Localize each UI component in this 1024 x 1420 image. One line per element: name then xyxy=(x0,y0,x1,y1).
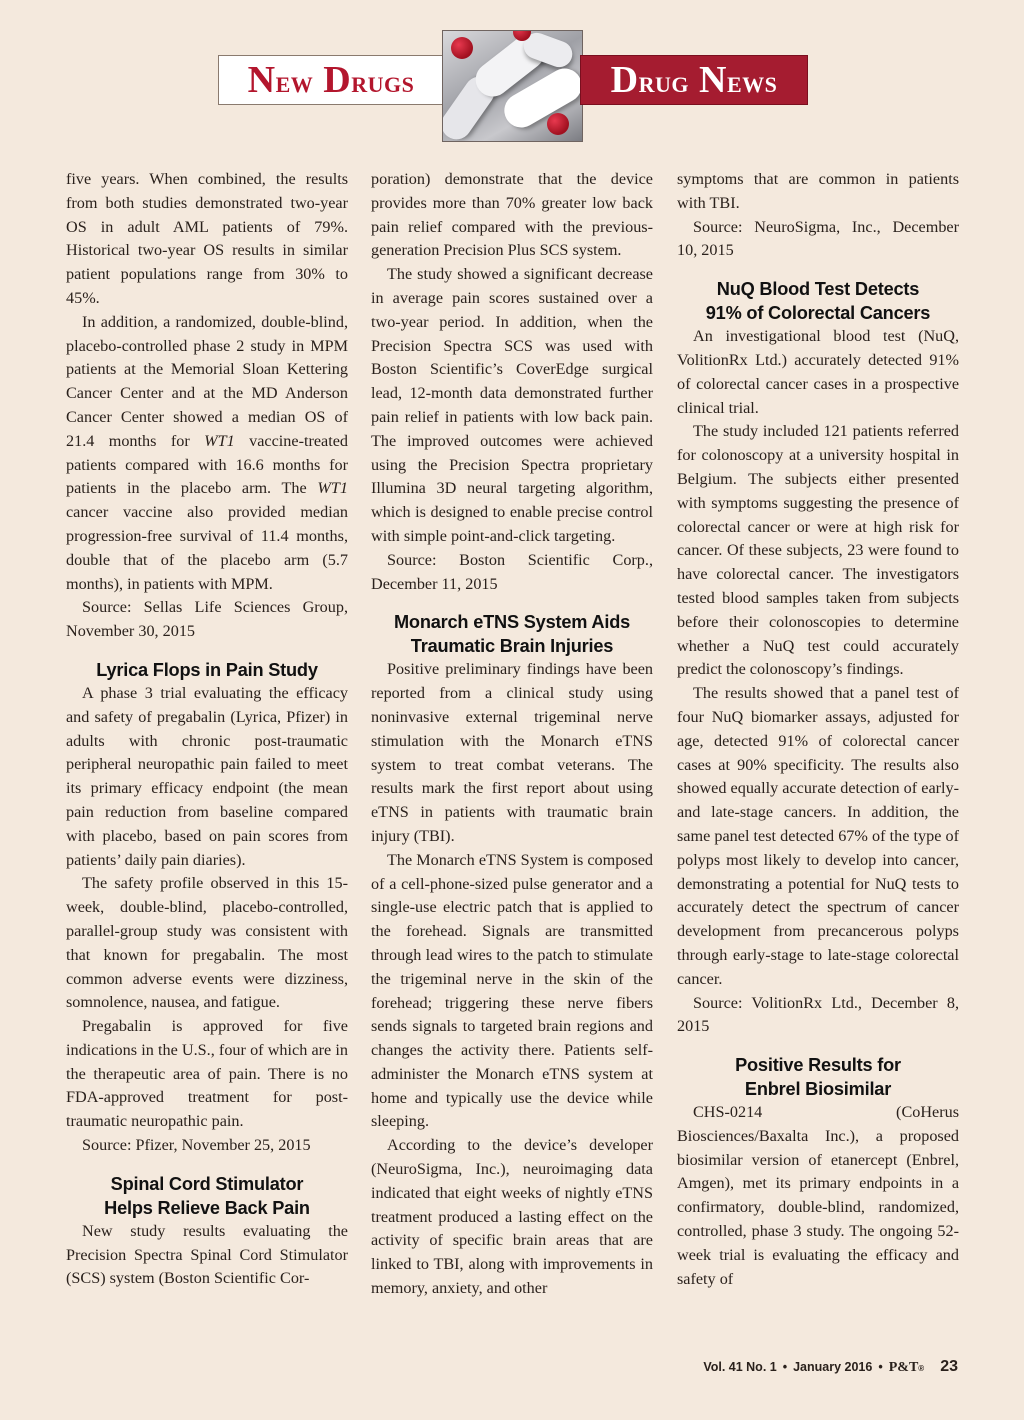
article-heading: Lyrica Flops in Pain Study xyxy=(96,659,318,680)
pills-photo-icon xyxy=(442,30,583,142)
paragraph: The results showed that a panel test of four NuQ biomarker assays, adjusted for age, detected 91% of colorectal cancer cases at 90% specificity. The results also showed equally accurate detection of early- and late-stage cancers. In addition, the same panel test detected 67% of the type of polyps most likely to develop into cancer, demonstrating a potential for NuQ tests to accurately detect the spectrum of cancer development from precancerous polyps through early-stage to late-stage colorectal cancer. xyxy=(677,684,959,988)
heading-line: Positive Results for xyxy=(735,1055,901,1076)
heading-line: 91% of Colorectal Cancers xyxy=(705,303,931,324)
page-number: 23 xyxy=(940,1358,958,1375)
new-drugs-letters: EW xyxy=(275,72,314,97)
new-drugs-letter: N xyxy=(247,59,276,101)
drug-news-letters: EWS xyxy=(726,72,778,97)
paragraph: An investigational blood test (NuQ, VolitionRx Ltd.) accurately detected 91% of colorectal cancer cases in a prospective clinical trial. xyxy=(677,327,959,417)
column-middle xyxy=(371,168,653,1301)
source-line: Source: Sellas Life Sciences Group, November 30, 2015 xyxy=(66,598,348,641)
paragraph: symptoms that are common in patients with TBI. xyxy=(677,170,959,212)
new-drugs-letters: RUGS xyxy=(351,72,415,97)
heading-line: Helps Relieve Back Pain xyxy=(104,1197,310,1218)
column-left xyxy=(66,168,348,1291)
text-run: cancer vaccine also provided median progression-free survival of 11.4 months, double that of the placebo arm (5.7 months), in patients with MPM. xyxy=(66,503,348,593)
paragraph: The study showed a significant decrease in average pain scores sustained over a two-year period. In addition, when the Precision Spectra SCS was used with Boston Scientific’s CoverEdge surgical lead, 12-month data demonstrated further pain relief in patients with low back pain. The improved outcomes were achieved using the Precision Spectra proprietary Illumina 3D neural targeting algorithm, which is designed to enable precise control with simple point-and-click targeting. xyxy=(371,265,653,545)
new-drugs-letter: D xyxy=(323,59,352,101)
drug-news-letters: RUG xyxy=(638,72,689,97)
paragraph: According to the device’s developer (NeuroSigma, Inc.), neuroimaging data indicated that eight weeks of nightly eTNS treatment produced a lasting effect on the activity of specific brain areas that are linked to TBI, along with improvements in memory, anxiety, and other xyxy=(371,1136,653,1298)
drug-news-letter: D xyxy=(610,59,639,101)
text-run: vaccine-treated patients compared with 16.6 months for patients in the placebo arm. The xyxy=(66,431,349,498)
article-heading xyxy=(66,1158,348,1220)
issue-date: January 2016 xyxy=(793,1360,873,1374)
heading-line: NuQ Blood Test Detects xyxy=(716,279,920,300)
separator: • xyxy=(878,1360,883,1374)
drug-news-letter: N xyxy=(698,59,727,101)
paragraph: The safety profile observed in this 15-week, double-blind, placebo-controlled, parallel-group study was consistent with that known for pregabalin. The most common adverse events were dizziness, somnolence, nausea, and fatigue. xyxy=(66,874,348,1012)
source-line: Source: Boston Scientific Corp., December 11, 2015 xyxy=(371,550,653,593)
separator: • xyxy=(782,1360,788,1374)
volume-label: Vol. 41 No. 1 xyxy=(703,1360,777,1374)
registered-mark: ® xyxy=(918,1364,925,1373)
paragraph: New study results evaluating the Precision Spectra Spinal Cord Stimulator (SCS) system (Boston Scientific Cor- xyxy=(66,1221,348,1288)
paragraph xyxy=(66,311,348,597)
journal-name: P&T xyxy=(888,1360,919,1375)
article-heading xyxy=(677,1039,959,1101)
source-line: Source: Pfizer, November 25, 2015 xyxy=(82,1136,311,1155)
paragraph: five years. When combined, the results from both studies demonstrated two-year OS in adult AML patients of 79%. Historical two-year OS results in similar patient populations range from 30% to 45%. xyxy=(66,170,348,307)
heading-line: Traumatic Brain Injuries xyxy=(410,636,614,657)
heading-line: Enbrel Biosimilar xyxy=(744,1079,892,1100)
source-line: Source: VolitionRx Ltd., December 8, 2015 xyxy=(677,993,959,1036)
paragraph: Positive preliminary findings have been reported from a clinical study using noninvasive external trigeminal nerve stimulation with the Monarch eTNS system to treat combat veterans. The results mark the first report about using eTNS in patients with traumatic brain injury (TBI). xyxy=(371,660,653,845)
page-footer xyxy=(703,1358,958,1376)
italic-term: WT1 xyxy=(317,479,348,498)
heading-line: Monarch eTNS System Aids xyxy=(393,612,631,633)
masthead xyxy=(0,0,1024,150)
paragraph: Pregabalin is approved for five indications in the U.S., four of which are in the therapeutic area of pain. There is no FDA-approved treatment for post-traumatic neuropathic pain. xyxy=(66,1017,348,1131)
new-drugs-label xyxy=(218,55,444,105)
italic-term: WT1 xyxy=(204,431,235,450)
column-right xyxy=(677,168,959,1291)
article-heading xyxy=(371,596,653,658)
paragraph: A phase 3 trial evaluating the efficacy and safety of pregabalin (Lyrica, Pfizer) in adults with chronic post-traumatic peripheral neuropathic pain failed to meet its primary efficacy endpoint (the mean pain reduction from baseline compared with placebo, based on pain scores from patients’ daily pain diaries). xyxy=(66,683,348,869)
drug-news-label xyxy=(580,55,808,105)
paragraph: The Monarch eTNS System is composed of a cell-phone-sized pulse generator and a single-use electric patch that is applied to the forehead. Signals are transmitted through lead wires to the patch to stimulate the trigeminal nerve in the skin of the forehead; triggering these nerve fibers sends signals to targeted brain regions and changes the activity there. Patients self-administer the Monarch eTNS system at home and typically use the device while sleeping. xyxy=(371,850,653,1131)
source-line: Source: NeuroSigma, Inc., December 10, 2015 xyxy=(677,217,959,260)
article-heading xyxy=(677,263,959,325)
paragraph: The study included 121 patients referred for colonoscopy at a university hospital in Belgium. The subjects either presented with symptoms suggesting the presence of colorectal cancer or were at high risk for cancer. Of these subjects, 23 were found to have colorectal cancer. The investigators tested blood samples taken from subjects before their colonoscopies to determine whether a NuQ test could accurately predict the colonoscopy’s findings. xyxy=(677,422,959,679)
paragraph: CHS-0214 (CoHerus Biosciences/Baxalta Inc.), a proposed biosimilar version of etanercept (Enbrel, Amgen), met its primary endpoints in a confirmatory, double-blind, randomized, controlled, phase 3 study. The ongoing 52-week trial is evaluating the efficacy and safety of xyxy=(677,1103,959,1288)
paragraph: poration) demonstrate that the device provides more than 70% greater low back pain relief compared with the previous-generation Precision Plus SCS system. xyxy=(371,170,653,260)
heading-line: Spinal Cord Stimulator xyxy=(110,1173,304,1194)
text-run: In addition, a randomized, double-blind, placebo-controlled phase 2 study in MPM patients at the Memorial Sloan Kettering Cancer Center and at the MD Anderson Cancer Center showed a median OS of 21.4 months for xyxy=(66,312,348,450)
